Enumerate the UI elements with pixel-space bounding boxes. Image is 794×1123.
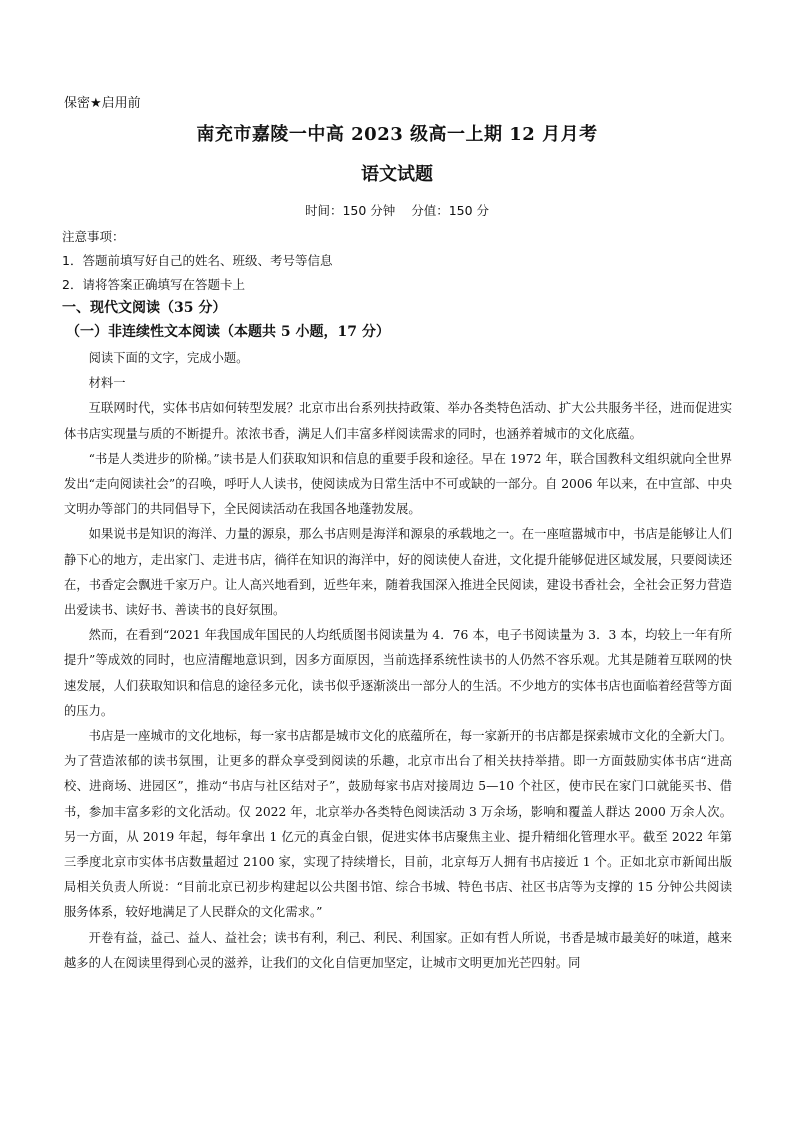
time-score-info: 时间：150 分钟 分值：150 分 [304, 203, 490, 218]
passage-paragraph: 互联网时代，实体书店如何转型发展？北京市出台系列扶持政策、举办各类特色活动、扩大公共服务半径，进而促进实体书店实现量与质的不断提升。浓浓书香，满足人们丰富多样阅读需求的同时，也涵养着城市的文化底蕴。 [64, 401, 732, 441]
passage-paragraph: 然而，在看到“2021 年我国成年国民的人均纸质图书阅读量为 4．76 本，电子书阅读量为 3．3 本，均较上一年有所提升”等成效的同时，也应清醒地意识到，因多方面原因，当前选择系统性读书的人仍然不容乐观。尤其是随着互联网的快速发展，人们获取知识和信息的途径多元化，读书似乎逐渐淡出一部分人的生活。不少地方的实体书店也面临着经营等方面的压力。 [64, 628, 732, 718]
notes-item: 1．答题前填写好自己的姓名、班级、考号等信息 [62, 253, 333, 268]
reading-passage [64, 346, 732, 976]
confidential-label: 保密★启用前 [64, 96, 141, 111]
material-label: 材料一 [88, 376, 126, 391]
notes-block [62, 225, 332, 297]
passage-paragraph: “书是人类进步的阶梯。”读书是人们获取知识和信息的重要手段和途径。早在 1972 年，联合国教科文组织就向全世界发出“走向阅读社会”的召唤，呼吁人人读书，使阅读成为日常生活中不可或缺的一部分。自 2006 年以来，在中宣部、中央文明办等部门的共同倡导下，全民阅读活动在我国各地蓬勃发展。 [64, 451, 732, 517]
notes-heading: 注意事项： [62, 229, 125, 244]
exam-subtitle: 语文试题 [361, 164, 433, 185]
instruction-text: 阅读下面的文字，完成小题。 [88, 351, 249, 365]
passage-paragraph: 书店是一座城市的文化地标，每一家书店都是城市文化的底蕴所在，每一家新开的书店都是探索城市文化的全新大门。为了营造浓郁的读书氛围，让更多的群众享受到阅读的乐趣，北京市出台了相关扶持举措。即一方面鼓励实体书店“进高校、进商场、进园区”，推动“书店与社区结对子”，鼓励每家书店对接周边 5—10 个社区，使市民在家门口就能买书、借书，参加丰富多彩的文化活动。仅 2022 年，北京举办各类特色阅读活动 3 万余场，影响和覆盖人群达 2000 万余人次。另一方面，从 2019 年起，每年拿出 1 亿元的真金白银，促进实体书店聚焦主业、提升精细化管理水平。截至 2022 年第三季度北京市实体书店数量超过 2100 家，实现了持续增长，目前，北京每万人拥有书店接近 1 个。正如北京市新闻出版局相关负责人所说：“目前北京已初步构建起以公共图书馆、综合书城、特色书店、社区书店等为支撑的 15 分钟公共阅读服务体系，较好地满足了人民群众的文化需求。” [64, 729, 732, 920]
section-heading: 一、现代文阅读（35 分） [62, 300, 227, 316]
notes-item: 2．请将答案正确填写在答题卡上 [62, 277, 245, 292]
subsection-heading: （一）非连续性文本阅读（本题共 5 小题，17 分） [66, 324, 390, 340]
passage-paragraph: 开卷有益，益己、益人、益社会；读书有利，利己、利民、利国家。正如有哲人所说，书香是城市最美好的味道，越来越多的人在阅读里得到心灵的滋养，让我们的文化自信更加坚定，让城市文明更加光芒四射。同 [64, 930, 732, 970]
exam-title: 南充市嘉陵一中高 2023 级高一上期 12 月月考 [196, 124, 598, 145]
passage-paragraph: 如果说书是知识的海洋、力量的源泉，那么书店则是海洋和源泉的承载地之一。在一座喧嚣城市中，书店是能够让人们静下心的地方，走出家门、走进书店，徜徉在知识的海洋中，好的阅读使人奋进，文化提升能够促进区域发展，只要阅读还在，书香定会飘进千家万户。让人高兴地看到，近些年来，随着我国深入推进全民阅读，建设书香社会，全社会正努力营造出爱读书、读好书、善读书的良好氛围。 [64, 527, 732, 618]
